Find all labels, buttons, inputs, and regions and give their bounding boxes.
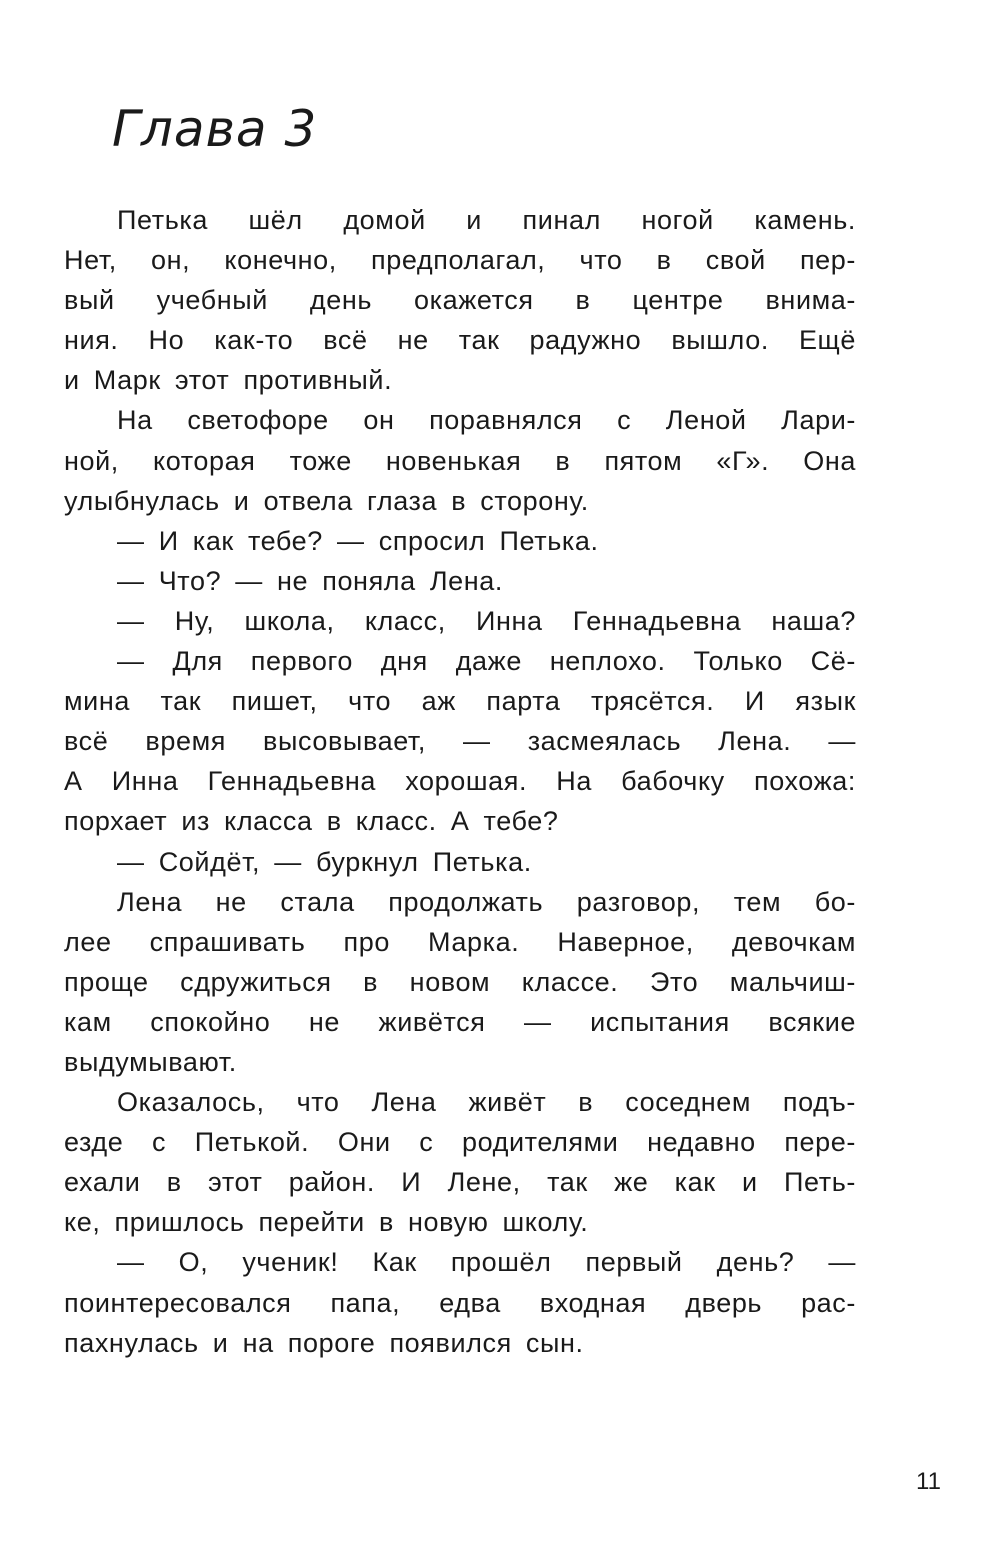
- text-line: пахнулась и на пороге появился сын.: [64, 1327, 584, 1358]
- text-line: А Инна Геннадьевна хорошая. На бабочку похожа:: [64, 766, 856, 797]
- chapter-title: Глава 3: [112, 100, 318, 158]
- text-line: ния. Но как-то всё не так радужно вышло. Ещё: [64, 325, 856, 356]
- text-line: лее спрашивать про Марка. Наверное, девочкам: [64, 926, 856, 957]
- paragraph: [64, 561, 856, 601]
- text-line: мина так пишет, что аж парта трясётся. И язык: [64, 686, 856, 717]
- body-text: [64, 200, 856, 1363]
- text-line: кам спокойно не живётся — испытания всякие: [64, 1006, 856, 1037]
- text-line: — Для первого дня даже неплохо. Только Сё-: [117, 646, 856, 677]
- text-line: На светофоре он поравнялся с Леной Лари-: [117, 405, 856, 436]
- text-line: — Сойдёт, — буркнул Петька.: [117, 846, 532, 877]
- text-line: ке, пришлось перейти в новую школу.: [64, 1207, 589, 1238]
- text-line: езде с Петькой. Они с родителями недавно пере-: [64, 1127, 856, 1158]
- text-line: вый учебный день окажется в центре внима-: [64, 285, 856, 316]
- text-line: Нет, он, конечно, предполагал, что в свой пер-: [64, 245, 856, 276]
- text-line: — И как тебе? — спросил Петька.: [117, 525, 599, 556]
- text-line: поинтересовался папа, едва входная дверь рас-: [64, 1287, 856, 1318]
- page-number: 11: [916, 1468, 941, 1495]
- text-line: Оказалось, что Лена живёт в соседнем подъ-: [117, 1087, 856, 1118]
- text-line: — Что? — не поняла Лена.: [117, 565, 504, 596]
- paragraph: [64, 601, 856, 641]
- text-line: улыбнулась и отвела глаза в сторону.: [64, 485, 589, 516]
- text-line: ехали в этот район. И Лене, так же как и Петь-: [64, 1167, 856, 1198]
- text-line: — О, ученик! Как прошёл первый день? —: [117, 1247, 856, 1278]
- text-line: выдумывают.: [64, 1046, 237, 1077]
- paragraph: [64, 521, 856, 561]
- paragraph: [64, 400, 856, 520]
- text-line: — Ну, школа, класс, Инна Геннадьевна наша?: [117, 605, 856, 636]
- paragraph: [64, 641, 856, 841]
- text-line: Лена не стала продолжать разговор, тем бо-: [117, 886, 856, 917]
- text-line: и Марк этот противный.: [64, 365, 393, 396]
- text-line: ной, которая тоже новенькая в пятом «Г». Она: [64, 445, 856, 476]
- paragraph: [64, 1242, 856, 1362]
- text-line: Петька шёл домой и пинал ногой камень.: [117, 205, 856, 235]
- text-line: порхает из класса в класс. А тебе?: [64, 806, 559, 837]
- paragraph: [64, 1082, 856, 1242]
- paragraph: [64, 200, 856, 400]
- paragraph: [64, 882, 856, 1082]
- text-line: всё время высовывает, — засмеялась Лена. —: [64, 726, 856, 757]
- text-line: проще сдружиться в новом классе. Это мальчиш-: [64, 966, 856, 997]
- paragraph: [64, 842, 856, 882]
